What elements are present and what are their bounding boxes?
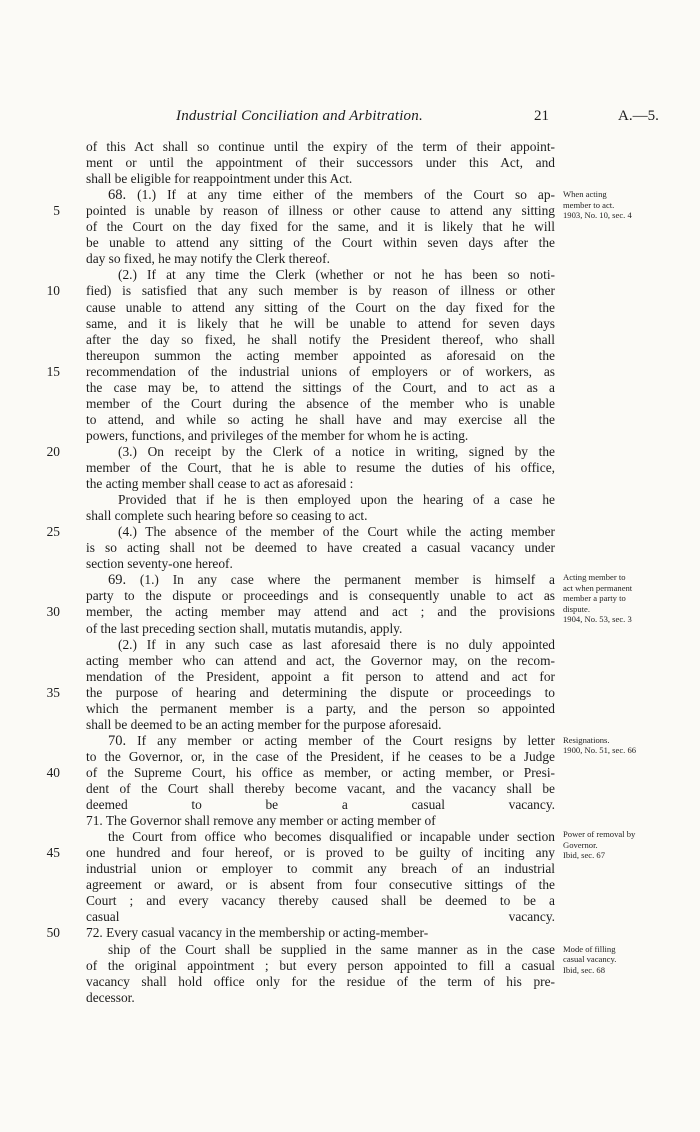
line-number: 25 <box>46 524 60 540</box>
line-number: 40 <box>46 764 60 780</box>
margin-note-line: Governor. <box>563 839 598 850</box>
margin-note-line: Acting member to <box>563 572 626 583</box>
text-line: 68. (1.) If at any time either of the members of the Court so ap- <box>108 187 555 204</box>
margin-note-line: Mode of filling <box>563 943 616 954</box>
line-number: 20 <box>46 443 60 459</box>
text-line: member of the Court during the absence of the member who is unable <box>86 395 555 411</box>
margin-note-line: 1904, No. 53, sec. 3 <box>563 614 632 625</box>
margin-note-line: Ibid, sec. 67 <box>563 850 606 861</box>
text-line: to attend, and while so acting he shall have and may exercise all the <box>86 411 555 427</box>
text-line: 70. If any member or acting member of the Court resigns by letter <box>108 732 555 749</box>
text-line: 71. The Governor shall remove any member or acting member of <box>86 813 436 829</box>
text-line: section seventy-one hereof. <box>86 556 233 572</box>
page-number: 21 <box>534 108 549 124</box>
margin-note-line: Resignations. <box>563 734 610 745</box>
margin-note-line: dispute. <box>563 603 590 614</box>
line-number: 5 <box>53 203 60 219</box>
text-line: of the original appointment ; but every person appointed to fill a casual <box>86 957 555 973</box>
text-line: vacancy shall hold office only for the residue of the term of his pre- <box>86 973 555 989</box>
text-line: deemed to be a casual vacancy. <box>86 797 555 813</box>
text-line: Court ; and every vacancy thereby caused shall be deemed to be a <box>86 893 555 909</box>
text-line: member, the acting member may attend and act ; and the provisions <box>86 604 555 620</box>
text-line: after the day so fixed, he shall notify the President thereof, who shall <box>86 331 555 347</box>
text-line: be unable to attend any sitting of the Court within seven days after the <box>86 235 555 251</box>
text-line: the Court from office who becomes disqualified or incapable under section <box>108 829 555 845</box>
margin-note <box>563 944 693 976</box>
text-line: pointed is unable by reason of illness or other cause to attend any sitting <box>86 203 555 219</box>
text-line: which the permanent member is a party, and the person so appointed <box>86 700 555 716</box>
text-line: fied) is satisfied that any such member is by reason of illness or other <box>86 283 555 299</box>
running-title: Industrial Conciliation and Arbitration. <box>176 108 423 124</box>
text-line: agreement or award, or is absent from four consecutive sittings of the <box>86 877 555 893</box>
text-line: day so fixed, he may notify the Clerk thereof. <box>86 251 330 267</box>
text-line: (2.) If at any time the Clerk (whether or not he has been so noti- <box>118 267 555 283</box>
text-line: to the Governor, or, in the case of the President, if he ceases to be a Judge <box>86 748 555 764</box>
text-line: powers, functions, and privileges of the member for whom he is acting. <box>86 427 469 443</box>
text-line: same, and it is likely that he will be unable to attend for seven days <box>86 315 555 331</box>
text-line: ment or until the appointment of their successors under this Act, and <box>86 155 555 171</box>
text-line: dent of the Court shall thereby become vacant, and the vacancy shall be <box>86 781 555 796</box>
margin-note-line: member to act. <box>563 199 615 210</box>
text-line: of this Act shall so continue until the expiry of the term of their appoint- <box>86 139 555 154</box>
text-line: ship of the Court shall be supplied in the same manner as in the case <box>108 941 555 957</box>
line-number: 35 <box>46 684 60 700</box>
margin-note <box>563 189 693 221</box>
text-line: mendation of the President, appoint a fit person to attend and act for <box>86 668 555 684</box>
line-number: 15 <box>46 363 60 379</box>
text-line: of the last preceding section shall, mutatis mutandis, apply. <box>86 620 403 636</box>
text-line: industrial union or employer to commit any breach of an industrial <box>86 861 555 877</box>
line-number: 10 <box>46 283 60 299</box>
text-line: shall be deemed to be an acting member for the purpose aforesaid. <box>86 716 442 732</box>
margin-note-line: When acting <box>563 189 607 200</box>
text-line: the acting member shall cease to act as aforesaid : <box>86 476 354 492</box>
text-line: shall be eligible for reappointment under this Act. <box>86 171 353 187</box>
text-line: acting member who can attend and act, the Governor may, on the recom- <box>86 652 555 668</box>
text-line: thereupon summon the acting member appointed as aforesaid on the <box>86 347 555 363</box>
margin-note-line: act when permanent <box>563 582 633 593</box>
margin-note-line: casual vacancy. <box>563 954 617 964</box>
margin-note-line: Power of removal by <box>563 829 636 840</box>
text-line: (2.) If in any such case as last aforesaid there is no duly appointed <box>118 636 555 652</box>
line-number: 50 <box>46 925 60 941</box>
text-line: the case may be, to attend the sittings of the Court, and to act as a <box>86 379 555 395</box>
document-code: A.—5. <box>618 108 659 124</box>
text-line: casual vacancy. <box>86 909 555 925</box>
text-line: (3.) On receipt by the Clerk of a notice in writing, signed by the <box>118 443 555 459</box>
margin-note-line: Ibid, sec. 68 <box>563 964 606 975</box>
margin-note <box>563 572 693 625</box>
text-line: shall complete such hearing before so ceasing to act. <box>86 508 368 524</box>
margin-note-line: member a party to <box>563 593 626 604</box>
text-line: 69. (1.) In any case where the permanent member is himself a <box>108 572 555 589</box>
text-line: the purpose of hearing and determining the dispute or proceedings to <box>86 684 555 700</box>
text-line: 72. Every casual vacancy in the membership or acting-member- <box>86 925 429 941</box>
text-line: of the Supreme Court, his office as member, or acting member, or Presi- <box>86 764 555 780</box>
text-line: one hundred and four hereof, or is proved to be guilty of inciting any <box>86 845 555 861</box>
text-line: of the Court on the day fixed for the same, and it is likely that he will <box>86 219 555 235</box>
text-line: party to the dispute or proceedings and is consequently unable to act as <box>86 588 555 604</box>
text-line: Provided that if he is then employed upon the hearing of a case he <box>118 492 555 508</box>
text-line: is so acting shall not be deemed to have created a casual vacancy under <box>86 540 555 556</box>
line-number: 30 <box>46 604 60 620</box>
text-line: (4.) The absence of the member of the Court while the acting member <box>118 524 555 540</box>
text-line: decessor. <box>86 989 135 1005</box>
margin-note <box>563 735 693 756</box>
text-line: recommendation of the industrial unions of employers or of workers, as <box>86 363 555 379</box>
text-line: member of the Court, that he is able to resume the duties of his office, <box>86 460 555 475</box>
margin-note <box>563 829 693 861</box>
line-number: 45 <box>46 845 60 861</box>
margin-note-line: 1900, No. 51, sec. 66 <box>563 745 637 756</box>
text-line: cause unable to attend any sitting of the Court on the day fixed for the <box>86 299 555 315</box>
margin-note-line: 1903, No. 10, sec. 4 <box>563 210 632 221</box>
